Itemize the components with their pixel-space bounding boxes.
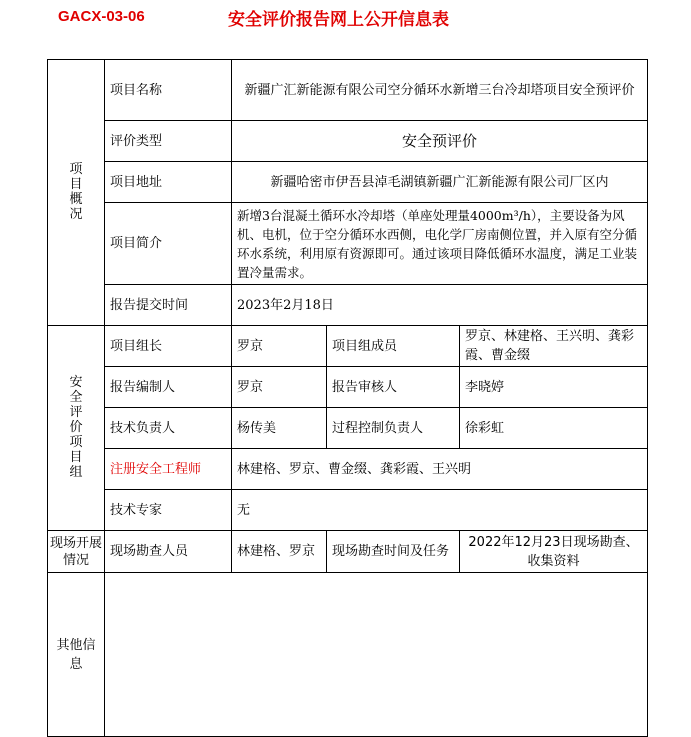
section-label-site: 现场开展情况 [48,531,105,573]
value-project-address: 新疆哈密市伊吾县淖毛湖镇新疆广汇新能源有限公司厂区内 [232,162,648,203]
section-label-other: 其他信息 [48,573,105,737]
value-survey-time: 2022年12月23日现场勘查、收集资料 [460,531,648,573]
label-report-author: 报告编制人 [105,367,232,408]
label-tech-lead: 技术负责人 [105,408,232,449]
value-team-members: 罗京、林建格、王兴明、龚彩霞、曹金缀 [460,326,648,367]
table-row [48,326,648,367]
table-row [48,60,648,121]
section-label-overview: 项目概况 [48,60,105,326]
value-team-leader: 罗京 [232,326,327,367]
label-project-intro: 项目简介 [105,203,232,285]
value-submit-time: 2023年2月18日 [232,285,648,326]
value-safety-engineer: 林建格、罗京、曹金缀、龚彩霞、王兴明 [232,449,648,490]
value-project-name: 新疆广汇新能源有限公司空分循环水新增三台冷却塔项目安全预评价 [232,60,648,121]
label-safety-engineer: 注册安全工程师 [105,449,232,490]
value-report-author: 罗京 [232,367,327,408]
value-project-intro: 新增3台混凝土循环水冷却塔（单座处理量4000m³/h），主要设备为风机、电机，位于空分循环水西侧，电化学厂房南侧位置，并入原有空分循环水系统，利用原有资源即可。通过该项目降低循环水温度，满足工业装置冷量需求。 [232,203,648,285]
label-team-leader: 项目组长 [105,326,232,367]
label-site-surveyor: 现场勘查人员 [105,531,232,573]
table-row [48,531,648,573]
info-table [47,59,648,737]
value-other-info [105,573,648,737]
label-team-members: 项目组成员 [327,326,460,367]
label-survey-time: 现场勘查时间及任务 [327,531,460,573]
form-code: GACX-03-06 [58,8,145,25]
table-row [48,203,648,285]
label-project-name: 项目名称 [105,60,232,121]
table-row [48,490,648,531]
table-row [48,367,648,408]
value-tech-expert: 无 [232,490,648,531]
label-process-lead: 过程控制负责人 [327,408,460,449]
value-process-lead: 徐彩虹 [460,408,648,449]
label-eval-type: 评价类型 [105,121,232,162]
label-project-address: 项目地址 [105,162,232,203]
table-row [48,162,648,203]
value-report-reviewer: 李晓婷 [460,367,648,408]
table-row [48,449,648,490]
value-site-surveyor: 林建格、罗京 [232,531,327,573]
label-tech-expert: 技术专家 [105,490,232,531]
value-tech-lead: 杨传美 [232,408,327,449]
section-label-team: 安全评价项目组 [48,326,105,531]
table-row [48,573,648,737]
table-row [48,121,648,162]
page-title: 安全评价报告网上公开信息表 [228,10,449,30]
table-row [48,285,648,326]
table-row [48,408,648,449]
label-report-reviewer: 报告审核人 [327,367,460,408]
label-submit-time: 报告提交时间 [105,285,232,326]
value-eval-type: 安全预评价 [232,121,648,162]
